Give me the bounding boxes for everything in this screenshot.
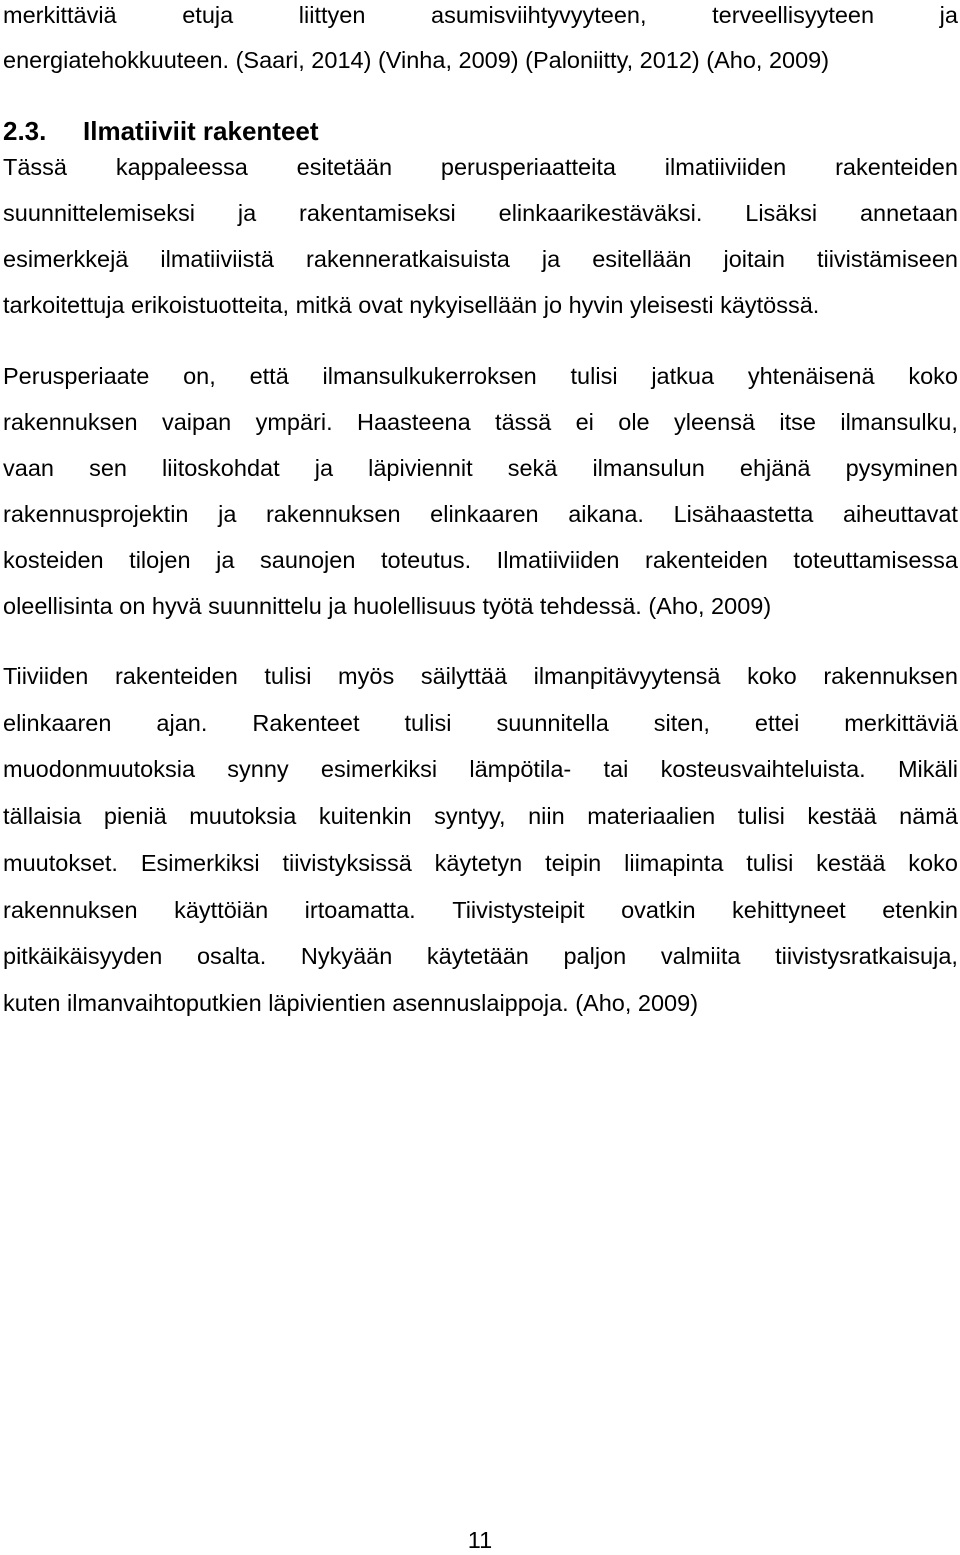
word: tai [603, 756, 629, 782]
word: tällaisia [3, 803, 82, 829]
word: muutoksia [189, 803, 297, 829]
word: Perusperiaate [3, 363, 150, 389]
word: ja [237, 200, 257, 226]
word: siten, [653, 710, 710, 736]
word: Lisäksi [745, 200, 818, 226]
word: kappaleessa [115, 154, 248, 180]
word: merkittäviä [3, 2, 117, 28]
text-line [3, 361, 958, 391]
word: toteutus. [380, 547, 472, 573]
word: niin [528, 803, 565, 829]
word: ettei [754, 710, 800, 736]
word: paljon [563, 943, 627, 969]
word: esitetään [296, 154, 393, 180]
word: ilmansulkukerroksen [322, 363, 537, 389]
word: tulisi [737, 803, 785, 829]
word: aiheuttavat [842, 501, 958, 527]
word: ja [939, 2, 958, 28]
text-line [3, 407, 958, 437]
word: on, [183, 363, 216, 389]
word: liimapinta [624, 850, 724, 876]
word: kestää [816, 850, 886, 876]
word: vaan [3, 455, 54, 481]
section-number: 2.3. [3, 116, 47, 146]
word: kuitenkin [318, 803, 412, 829]
word: myös [338, 663, 395, 689]
word: Mikäli [897, 756, 958, 782]
word: käytetyn [434, 850, 523, 876]
text-line [3, 545, 958, 575]
word: rakennuksen [265, 501, 401, 527]
word: liittyen [298, 2, 366, 28]
word: käyttöiän [174, 897, 269, 923]
word: läpiviennit [368, 455, 473, 481]
word: Haasteena [357, 409, 471, 435]
text-line [3, 499, 958, 529]
word: ovatkin [621, 897, 696, 923]
word: ilmansulku, [840, 409, 958, 435]
section-title: Ilmatiiviit rakenteet [83, 116, 319, 146]
word: ilmatiiviiden [664, 154, 787, 180]
word: etenkin [882, 897, 958, 923]
word: yhtenäisenä [747, 363, 875, 389]
text-line [3, 754, 958, 784]
word: kosteiden [3, 547, 104, 573]
word: irtoamatta. [304, 897, 416, 923]
word: rakennuksen [3, 897, 138, 923]
word: rakennuksen [823, 663, 958, 689]
word: synny [227, 756, 289, 782]
word: elinkaarikestäväksi. [498, 200, 703, 226]
text-line: oleellisinta on hyvä suunnittelu ja huolellisuus työtä tehdessä. (Aho, 2009) [3, 593, 772, 619]
word: pitkäikäisyyden [3, 943, 163, 969]
text-line [3, 198, 958, 228]
word: saunojen [260, 547, 356, 573]
word: lämpötila- [469, 756, 572, 782]
text-line [3, 848, 958, 878]
word: tulisi [264, 663, 312, 689]
word: nämä [899, 803, 958, 829]
word: pieniä [103, 803, 167, 829]
word: asumisviihtyvyyteen, [431, 2, 647, 28]
word: suunnittelemiseksi [3, 200, 196, 226]
word: osalta. [196, 943, 267, 969]
word: tulisi [570, 363, 618, 389]
word: kestää [807, 803, 877, 829]
text-line: energiatehokkuuteen. (Saari, 2014) (Vinha, 2009) (Paloniitty, 2012) (Aho, 2009) [3, 47, 830, 73]
word: ilmatiiviistä [160, 246, 275, 272]
word: ilmansulun [592, 455, 705, 481]
word: jatkua [651, 363, 715, 389]
word: ole [618, 409, 650, 435]
word: tulisi [746, 850, 794, 876]
word: rakenteiden [114, 663, 238, 689]
text-line: tarkoitettuja erikoistuotteita, mitkä ovat nykyisellään jo hyvin yleisesti käytössä. [3, 292, 820, 318]
word: rakentamiseksi [299, 200, 456, 226]
word: Tässä [3, 154, 67, 180]
word: itse [779, 409, 816, 435]
word: syntyy, [434, 803, 506, 829]
word: kosteusvaihteluista. [660, 756, 866, 782]
word: säilyttää [420, 663, 508, 689]
word: Tiiviiden [3, 663, 89, 689]
word: tässä [495, 409, 552, 435]
word: koko [908, 363, 958, 389]
word: ei [575, 409, 594, 435]
word: että [249, 363, 289, 389]
word: sekä [507, 455, 558, 481]
word: ja [314, 455, 334, 481]
word: Rakenteet [252, 710, 360, 736]
word: rakennusprojektin [3, 501, 189, 527]
word: materiaalien [587, 803, 716, 829]
word: annetaan [859, 200, 958, 226]
word: ehjänä [739, 455, 811, 481]
word: muodonmuutoksia [3, 756, 196, 782]
word: Tiivistysteipit [452, 897, 585, 923]
word: koko [908, 850, 958, 876]
page-number: 11 [467, 1527, 493, 1553]
word: ympäri. [255, 409, 333, 435]
word: elinkaaren [3, 710, 112, 736]
text-line [3, 0, 958, 30]
word: aikana. [568, 501, 644, 527]
word: tiivistämiseen [816, 246, 958, 272]
word: etuja [182, 2, 234, 28]
word: valmiita [660, 943, 741, 969]
text-line [3, 941, 958, 971]
word: pysyminen [845, 455, 958, 481]
word: rakennuksen [3, 409, 138, 435]
word: sen [89, 455, 127, 481]
word: joitain [723, 246, 785, 272]
text-line [3, 661, 958, 691]
word: rakenteiden [835, 154, 958, 180]
word: ja [216, 547, 235, 573]
word: ilmanpitävyytensä [533, 663, 721, 689]
text-line [3, 453, 958, 483]
word: Ilmatiiviiden [496, 547, 620, 573]
text-line [3, 244, 958, 274]
word: rakenneratkaisuista [306, 246, 510, 272]
word: ajan. [156, 710, 208, 736]
text-line: kuten ilmanvaihtoputkien läpivientien asennuslaippoja. (Aho, 2009) [3, 990, 699, 1016]
word: tiivistyksissä [282, 850, 412, 876]
word: tiivistysratkaisuja, [775, 943, 958, 969]
word: käytetään [426, 943, 529, 969]
text-line [3, 708, 958, 738]
word: Lisähaastetta [673, 501, 814, 527]
word: vaipan [161, 409, 232, 435]
word: merkittäviä [844, 710, 958, 736]
word: kehittyneet [732, 897, 846, 923]
word: esimerkiksi [320, 756, 438, 782]
text-line [3, 801, 958, 831]
word: esitellään [592, 246, 692, 272]
word: ja [541, 246, 561, 272]
text-line [3, 152, 958, 182]
word: yleensä [674, 409, 756, 435]
word: suunnitella [496, 710, 609, 736]
word: koko [747, 663, 797, 689]
word: Esimerkiksi [140, 850, 260, 876]
word: teipin [545, 850, 602, 876]
word: tulisi [404, 710, 452, 736]
word: rakenteiden [645, 547, 768, 573]
word: Nykyään [300, 943, 393, 969]
section-heading [3, 114, 319, 148]
word: elinkaaren [430, 501, 539, 527]
word: liitoskohdat [162, 455, 280, 481]
word: toteuttamisessa [793, 547, 958, 573]
word: terveellisyyteen [712, 2, 875, 28]
word: ja [218, 501, 237, 527]
word: tilojen [129, 547, 191, 573]
text-line [3, 895, 958, 925]
word: esimerkkejä [3, 246, 129, 272]
word: muutokset. [3, 850, 118, 876]
word: perusperiaatteita [440, 154, 616, 180]
